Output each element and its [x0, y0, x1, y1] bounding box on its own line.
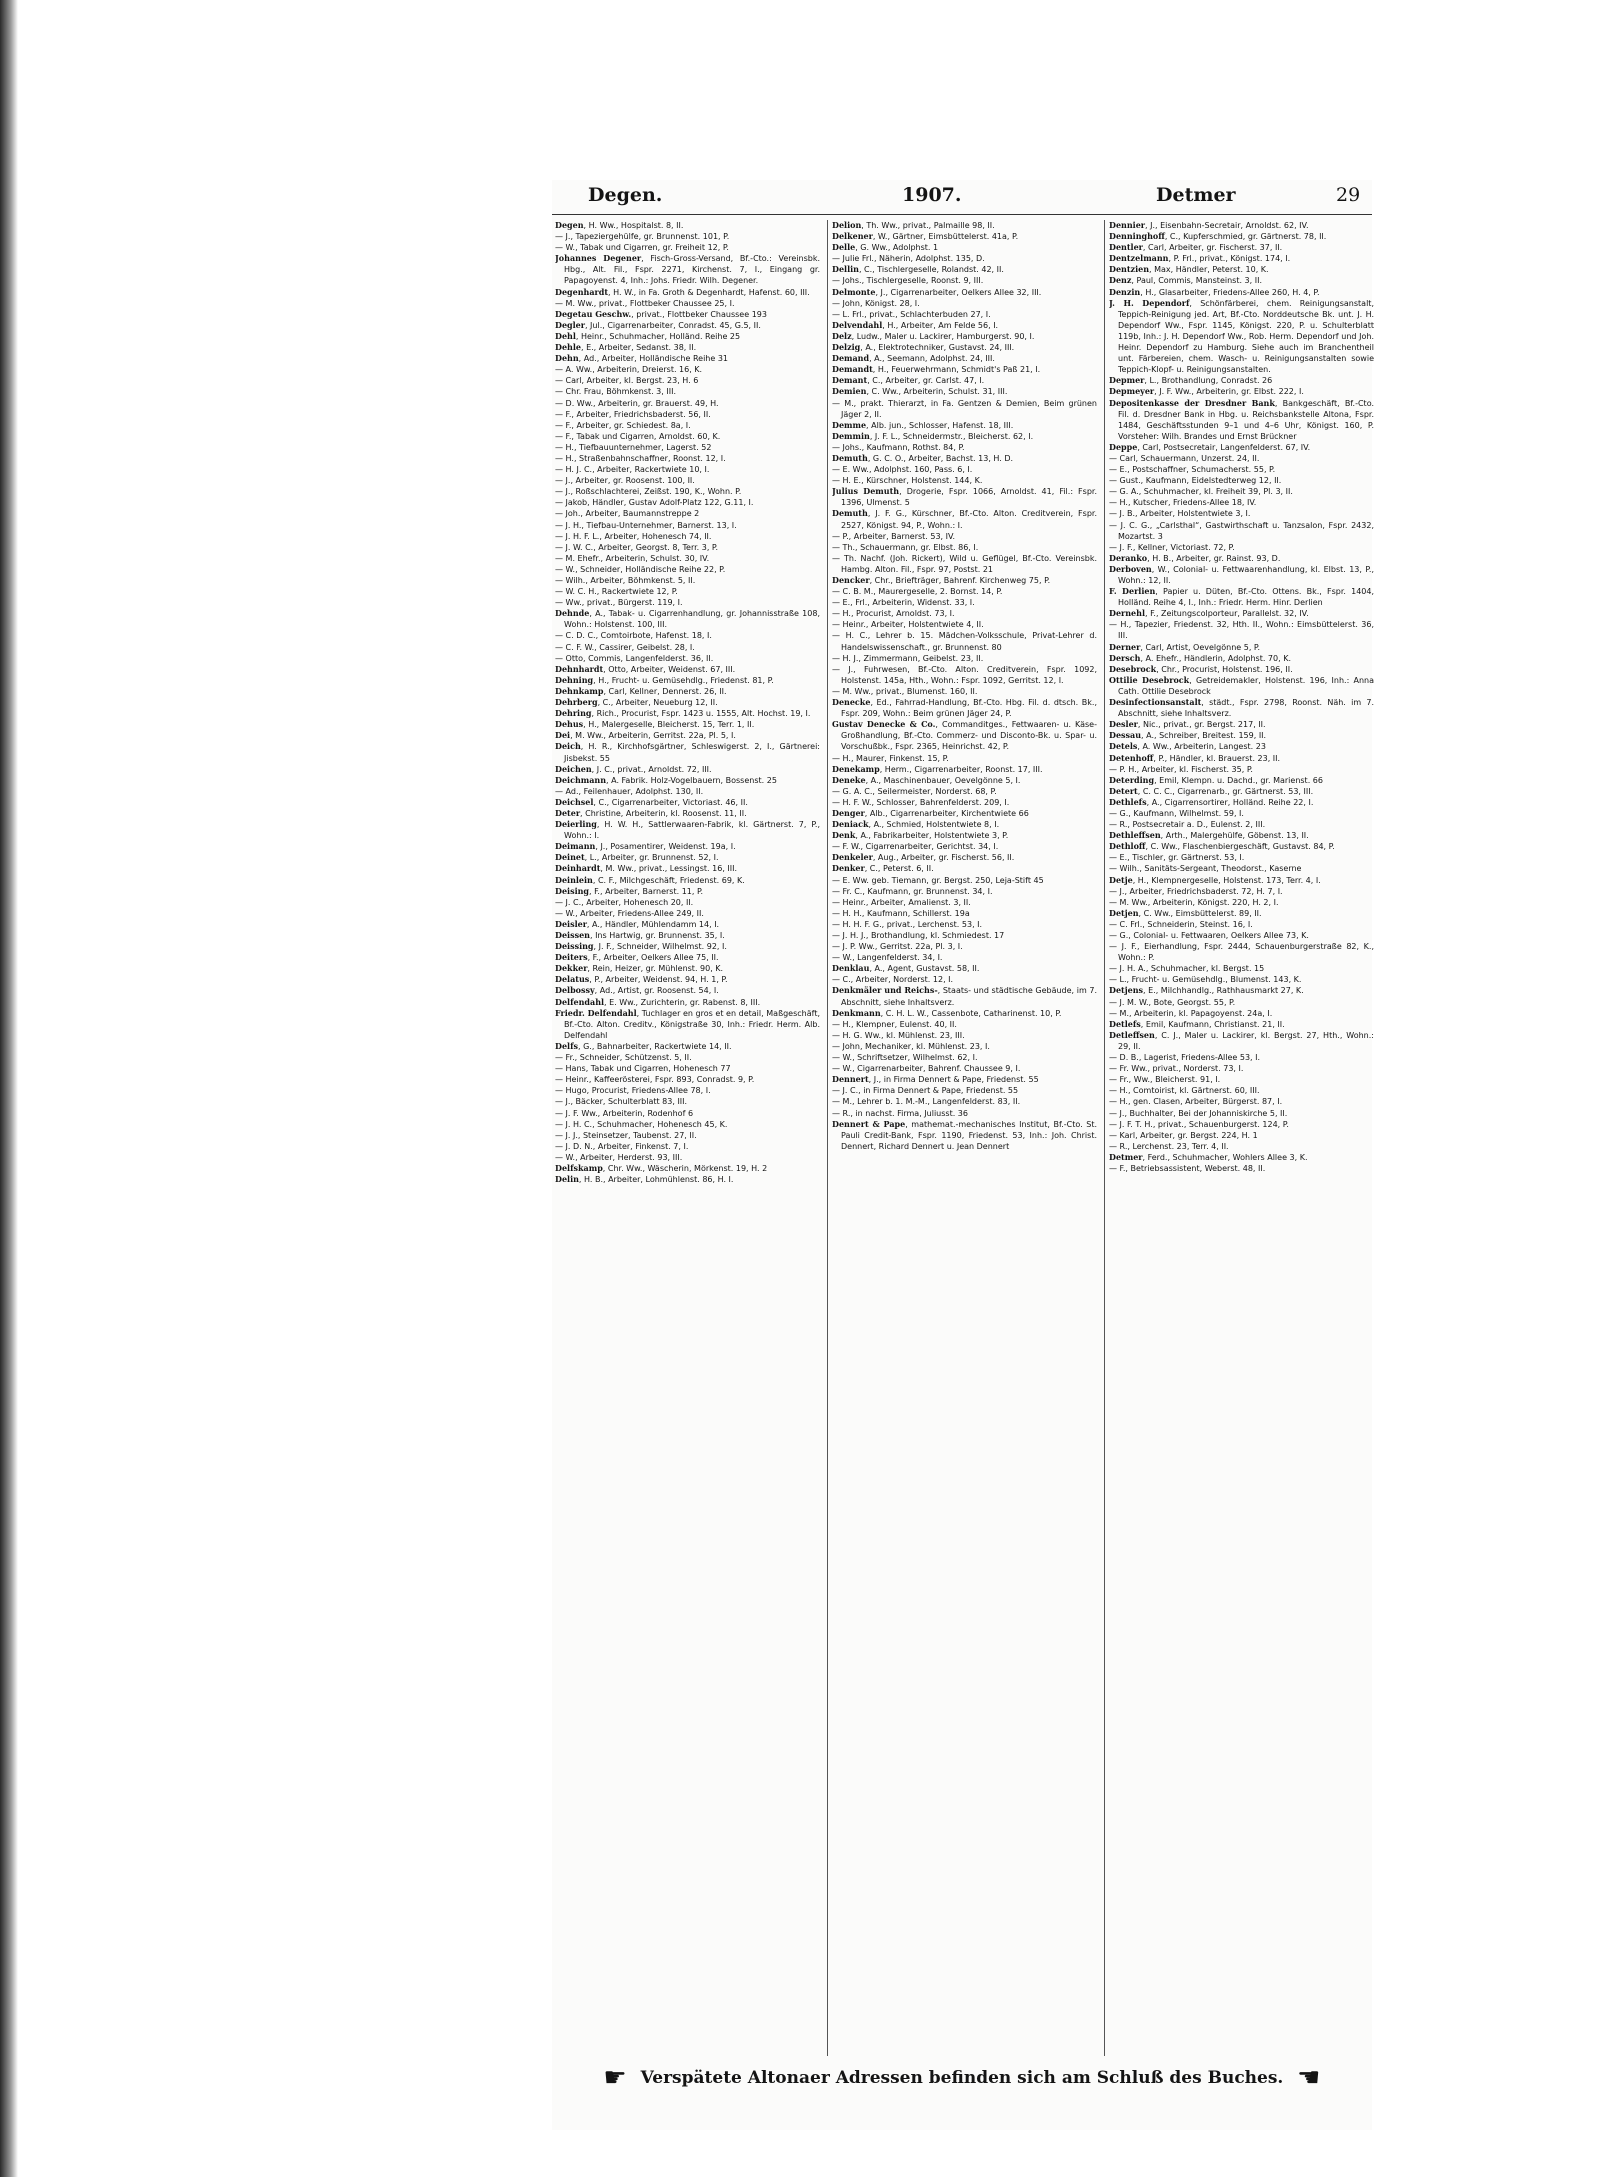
directory-entry: — Hans, Tabak und Cigarren, Hohenesch 77 [555, 1064, 731, 1074]
directory-entry: — John, Königst. 28, I. [832, 298, 920, 308]
directory-entry: — J. P. Ww., Gerritst. 22a, Pl. 3, I. [832, 942, 963, 952]
directory-entry: — J. F., Eierhandlung, Fspr. 2444, Schauenburgerstraße 82, K., Wohn.: P. [1109, 942, 1374, 963]
directory-entry: Detlefs, Emil, Kaufmann, Christianst. 21, II. [1109, 1018, 1285, 1029]
directory-entry: — J. D. N., Arbeiter, Finkenst. 7, I. [555, 1141, 689, 1151]
directory-entry: Degler, Jul., Cigarrenarbeiter, Conradst. 45, G.5, II. [555, 319, 761, 330]
directory-entry: Demand, A., Seemann, Adolphst. 24, III. [832, 353, 995, 364]
directory-entry: — Fr. C., Kaufmann, gr. Brunnenst. 34, I. [832, 886, 993, 896]
directory-entry: — C. F. W., Cassirer, Geibelst. 28, I. [555, 642, 695, 652]
directory-entry: — J., Buchhalter, Bei der Johanniskirche 5, II. [1109, 1108, 1288, 1118]
directory-entry: Delbossy, Ad., Artist, gr. Roosenst. 54, I. [555, 985, 719, 996]
directory-entry: Dehning, H., Frucht- u. Gemüsehdlg., Friedenst. 81, P. [555, 674, 774, 685]
directory-entry: Depmer, L., Brothandlung, Conradst. 26 [1109, 375, 1273, 386]
directory-entry: — E. Ww., Adolphst. 160, Pass. 6, I. [832, 465, 973, 475]
directory-entry: — E., Tischler, gr. Gärtnerst. 53, I. [1109, 853, 1245, 863]
directory-entry: — M. Ww., privat., Blumenst. 160, II. [832, 686, 978, 696]
directory-entry: Deising, F., Arbeiter, Barnerst. 11, P. [555, 885, 704, 896]
directory-entry: Dellin, C., Tischlergeselle, Rolandst. 42, II. [832, 264, 1004, 275]
directory-entry: Delle, G. Ww., Adolphst. 1 [832, 242, 939, 253]
directory-entry: — J., Tapeziergehülfe, gr. Brunnenst. 101, P. [555, 232, 730, 242]
directory-entry: Deneke, A., Maschinenbauer, Oevelgönne 5, I. [832, 774, 1021, 785]
directory-entry: Detje, H., Klempnergeselle, Holstenst. 173, Terr. 4, I. [1109, 874, 1321, 885]
directory-entry: — J. H., Tiefbau-Unternehmer, Barnerst. 13, I. [555, 520, 737, 530]
directory-entry: — Heinr., Kaffeerösterei, Fspr. 893, Conradst. 9, P. [555, 1075, 755, 1085]
directory-entry: Deisler, A., Händler, Mühlendamm 14, I. [555, 918, 720, 929]
directory-entry: — J. H. C., Schuhmacher, Hohenesch 45, K. [555, 1119, 728, 1129]
directory-entry: Denekamp, Herm., Cigarrenarbeiter, Roonst. 17, III. [832, 763, 1043, 774]
directory-entry: — Johs., Kaufmann, Rothst. 84, P. [832, 442, 965, 452]
directory-entry: — J. W. C., Arbeiter, Georgst. 8, Terr. 3, P. [555, 542, 719, 552]
column-3 [1109, 220, 1374, 2056]
directory-entry: — H., Tiefbauunternehmer, Lagerst. 52 [555, 442, 712, 452]
directory-entry: Delfs, G., Bahnarbeiter, Rackertwiete 14, II. [555, 1040, 732, 1051]
page-header [552, 180, 1372, 212]
directory-entry: Friedr. Delfendahl, Tuchlager en gros et en detail, Maßgeschäft, Bf.-Cto. Alton. Creditv., Königstraße 30, Inh.: Friedr. Herm. Alb. Delfendahl [555, 1007, 820, 1040]
directory-entry: Deich, H. R., Kirchhofsgärtner, Schleswigerst. 2, I., Gärtnerei: Jisbekst. 55 [555, 741, 820, 763]
directory-entry: Denker, C., Peterst. 6, II. [832, 863, 934, 874]
directory-entry: — John, Mechaniker, kl. Mühlenst. 23, I. [832, 1041, 990, 1051]
directory-entry: — D. Ww., Arbeiterin, gr. Brauerst. 49, H. [555, 398, 719, 408]
directory-entry: Detenhoff, P., Händler, kl. Brauerst. 23, II. [1109, 752, 1281, 763]
directory-entry: Detjen, C. Ww., Eimsbüttelerst. 89, II. [1109, 907, 1262, 918]
directory-entry: — J. F., Kellner, Victoriast. 72, P. [1109, 542, 1235, 552]
directory-entry: Deniack, A., Schmied, Holstentwiete 8, I. [832, 819, 1000, 830]
directory-entry: Dehus, H., Malergeselle, Bleicherst. 15, Terr. 1, II. [555, 719, 755, 730]
directory-entry: Dentzien, Max, Händler, Peterst. 10, K. [1109, 264, 1269, 275]
directory-entry: — J., Bäcker, Schulterblatt 83, III. [555, 1097, 688, 1107]
footer-text: Verspätete Altonaer Adressen befinden sich am Schluß des Buches. [640, 2068, 1284, 2088]
directory-entry: — W., Langenfelderst. 34, I. [832, 953, 943, 963]
directory-entry: Degetau Geschw., privat., Flottbeker Chaussee 193 [555, 308, 767, 319]
directory-entry: Deierling, H. W. H., Sattlerwaaren-Fabrik, kl. Gärtnerst. 7, P., Wohn.: I. [555, 819, 820, 841]
directory-entry: — J. B., Arbeiter, Holstentwiete 3, I. [1109, 509, 1251, 519]
directory-entry: — W., Arbeiter, Friedens-Allee 249, II. [555, 908, 704, 918]
directory-entry: Delz, Ludw., Maler u. Lackirer, Hamburgerst. 90, I. [832, 330, 1035, 341]
directory-entry: — H., Klempner, Eulenst. 40, II. [832, 1019, 957, 1029]
directory-entry: Dethleffsen, Arth., Malergehülfe, Göbenst. 13, II. [1109, 830, 1309, 841]
directory-entry: Dennert & Pape, mathemat.-mechanisches Institut, Bf.-Cto. St. Pauli Credit-Bank, Fspr. 1190, Friedenst. 53, Inh.: Joh. Christ. Dennert, Richard Dennert u. Jean Dennert [832, 1118, 1097, 1151]
directory-entry: Dehnkamp, Carl, Kellner, Dennerst. 26, II. [555, 685, 727, 696]
directory-entry: — J. F. T. H., privat., Schauenburgerst. 124, P. [1109, 1119, 1289, 1129]
directory-entry: — Th. Nachf. (Joh. Rickert), Wild u. Geflügel, Bf.-Cto. Vereinsbk. Hambg. Alton. Fil., Fspr. 97, Postst. 21 [832, 553, 1097, 574]
directory-entry: — E. Ww. geb. Tiemann, gr. Bergst. 250, Leja-Stift 45 [832, 875, 1044, 885]
directory-entry: — E., Postschaffner, Schumacherst. 55, P. [1109, 465, 1276, 475]
directory-entry: Dei, M. Ww., Arbeiterin, Gerritst. 22a, Pl. 5, I. [555, 730, 736, 741]
directory-entry: Dencker, Chr., Briefträger, Bahrenf. Kirchenweg 75, P. [832, 575, 1051, 585]
directory-entry: — Chr. Frau, Böhmkenst. 3, III. [555, 387, 676, 397]
directory-entry: — L., Frucht- u. Gemüsehdlg., Blumenst. 143, K. [1109, 975, 1302, 985]
directory-entry: — H., Procurist, Arnoldst. 73, I. [832, 609, 955, 619]
directory-entry: — J. H. J., Brothandlung, kl. Schmiedest. 17 [832, 931, 1005, 940]
directory-entry: — J., Fuhrwesen, Bf.-Cto. Alton. Creditverein, Fspr. 1092, Holstenst. 145a, Hth., Wohn.: Fspr. 1092, Gerritst. 12, I. [832, 664, 1097, 685]
directory-entry: — H., Kutscher, Friedens-Allee 18, IV. [1109, 498, 1257, 508]
directory-entry: — P., Arbeiter, Barnerst. 53, IV. [832, 531, 955, 541]
pointing-hand-left-icon: ☛ [1297, 2063, 1321, 2093]
directory-entry: Derboven, W., Colonial- u. Fettwaarenhandlung, kl. Elbst. 13, P., Wohn.: 12, II. [1109, 563, 1374, 585]
directory-entry: — W., Cigarrenarbeiter, Bahrenf. Chaussee 9, I. [832, 1064, 1021, 1074]
directory-entry: — Johs., Tischlergeselle, Roonst. 9, III. [832, 276, 984, 286]
directory-entry: — H., Comtoirist, kl. Gärtnerst. 60, III. [1109, 1086, 1260, 1096]
directory-entry: — J. H. F. L., Arbeiter, Hohenesch 74, II. [555, 531, 712, 541]
page-number: 29 [1336, 184, 1361, 206]
directory-entry: — M. Ww., Arbeiterin, Königst. 220, H. 2, I. [1109, 897, 1279, 907]
header-year: 1907. [902, 184, 962, 206]
directory-entry: Demmin, J. F. L., Schneidermstr., Bleicherst. 62, I. [832, 430, 1034, 441]
directory-entry: — W., Schriftsetzer, Wilhelmst. 62, I. [832, 1053, 978, 1063]
directory-entry: — R., Postsecretair a. D., Eulenst. 2, III. [1109, 820, 1266, 830]
directory-entry: Degenhardt, H. W., in Fa. Groth & Degenhardt, Hafenst. 60, III. [555, 286, 810, 297]
directory-entry: Denzin, H., Glasarbeiter, Friedens-Allee 260, H. 4, P. [1109, 286, 1320, 297]
directory-entry: — M., prakt. Thierarzt, in Fa. Gentzen & Demien, Beim grünen Jäger 2, II. [832, 398, 1097, 419]
directory-entry: Demant, C., Arbeiter, gr. Carlst. 47, I. [832, 375, 985, 386]
directory-page [552, 180, 1372, 2130]
directory-entry: Detleffsen, C. J., Maler u. Lackirer, kl. Bergst. 27, Hth., Wohn.: 29, II. [1109, 1029, 1374, 1051]
directory-entry: — J., Arbeiter, gr. Roosenst. 100, II. [555, 476, 695, 486]
directory-entry: — Hugo, Procurist, Friedens-Allee 78, I. [555, 1086, 711, 1096]
directory-entry: — H. F. W., Schlosser, Bahrenfelderst. 209, I. [832, 797, 1010, 807]
directory-entry: — Wilh., Arbeiter, Böhmkenst. 5, II. [555, 576, 696, 585]
directory-entry: Derner, Carl, Artist, Oevelgönne 5, P. [1109, 641, 1261, 652]
header-right-catchword: Detmer [1156, 184, 1236, 206]
column-2 [832, 220, 1097, 2056]
directory-entry: Denkeler, Aug., Arbeiter, gr. Fischerst. 56, II. [832, 852, 1015, 863]
directory-entry: Ottilie Desebrock, Getreidemakler, Holstenst. 196, Inh.: Anna Cath. Ottilie Desebrock [1109, 674, 1374, 696]
directory-entry: — Ww., privat., Bürgerst. 119, I. [555, 598, 683, 608]
directory-entry: Denecke, Ed., Fahrrad-Handlung, Bf.-Cto. Hbg. Fil. d. dtsch. Bk., Fspr. 209, Wohn.: Beim grünen Jäger 24, P. [832, 697, 1097, 719]
directory-entry: Delion, Th. Ww., privat., Palmaille 98, II. [832, 220, 995, 230]
directory-entry: Dekker, Rein, Heizer, gr. Mühlenst. 90, K. [555, 963, 724, 974]
directory-entry: — R., Lerchenst. 23, Terr. 4, II. [1109, 1141, 1229, 1151]
directory-entry: Detjens, E., Milchhandlg., Rathhausmarkt 27, K. [1109, 985, 1304, 996]
directory-entry: — Fr. Ww., privat., Norderst. 73, I. [1109, 1064, 1244, 1074]
directory-entry: Dehrberg, C., Arbeiter, Neueburg 12, II. [555, 697, 718, 708]
directory-entry: Julius Demuth, Drogerie, Fspr. 1066, Arnoldst. 41, Fil.: Fspr. 1396, Ulmenst. 5 [832, 486, 1097, 508]
directory-entry: Deissen, Ins Hartwig, gr. Brunnenst. 35, I. [555, 930, 725, 940]
directory-entry: — Julie Frl., Näherin, Adolphst. 135, D. [832, 254, 985, 264]
directory-entry: Dessau, A., Schreiber, Breitest. 159, II. [1109, 730, 1267, 741]
directory-entry: Deimann, J., Posamentirer, Weidenst. 19a, I. [555, 841, 736, 852]
directory-entry: Deinet, L., Arbeiter, gr. Brunnenst. 52, I. [555, 852, 719, 863]
directory-entry: — G., Kaufmann, Wilhelmst. 59, I. [1109, 808, 1244, 818]
directory-entry: Deichen, J. C., privat., Arnoldst. 72, III. [555, 763, 712, 774]
directory-entry: Deiters, F., Arbeiter, Oelkers Allee 75, II. [555, 952, 719, 963]
directory-entry: Delzig, A., Elektrotechniker, Gustavst. 24, III. [832, 342, 1015, 353]
directory-entry: Delmonte, J., Cigarrenarbeiter, Oelkers Allee 32, III. [832, 286, 1042, 297]
directory-entry: — Otto, Commis, Langenfelderst. 36, II. [555, 653, 714, 663]
directory-entry: Dehring, Rich., Procurist, Fspr. 1423 u. 1555, Alt. Hochst. 19, I. [555, 708, 811, 719]
directory-entry: — J. C., in Firma Dennert & Pape, Friedenst. 55 [832, 1086, 1019, 1096]
directory-entry: Deissing, J. F., Schneider, Wilhelmst. 92, I. [555, 941, 727, 952]
directory-entry: Denklau, A., Agent, Gustavst. 58, II. [832, 963, 980, 974]
directory-entry: Delvendahl, H., Arbeiter, Am Felde 56, I. [832, 319, 999, 330]
directory-entry: Deranko, H. B., Arbeiter, gr. Rainst. 93, D. [1109, 552, 1281, 563]
directory-entry: — J. J., Steinsetzer, Taubenst. 27, II. [555, 1130, 697, 1140]
directory-entry: — Gust., Kaufmann, Eidelstedterweg 12, II. [1109, 476, 1282, 486]
directory-entry: — H., Straßenbahnschaffner, Roonst. 12, I. [555, 453, 726, 463]
directory-entry: Gustav Denecke & Co., Commanditges., Fettwaaren- u. Käse-Großhandlung, Bf.-Cto. Commerz- und Disconto-Bk. u. Spar- u. Vorschußbk., Fspr. 2365, Heinrichst. 42, P. [832, 719, 1097, 752]
directory-entry: Johannes Degener, Fisch-Gross-Versand, Bf.-Cto.: Vereinsbk. Hbg., Alt. Fil., Fspr. 2271, Kirchenst. 7, I., Eingang gr. Papagoyenst. 4, Inh.: Johs. Friedr. Wilh. Degener. [555, 253, 820, 286]
directory-entry: — H. E., Kürschner, Holstenst. 144, K. [832, 476, 983, 486]
directory-entry: Delkener, W., Gärtner, Eimsbüttelerst. 41a, P. [832, 231, 1019, 242]
directory-entry: — Carl, Schauermann, Unzerst. 24, II. [1109, 453, 1260, 463]
directory-entry: Deinhardt, M. Ww., privat., Lessingst. 16, III. [555, 863, 738, 874]
directory-entry: — Fr., Schneider, Schützenst. 5, II. [555, 1053, 692, 1063]
directory-entry: — H. J. C., Arbeiter, Rackertwiete 10, I. [555, 465, 710, 475]
directory-entry: — Carl, Arbeiter, kl. Bergst. 23, H. 6 [555, 376, 699, 386]
directory-entry: Dernehl, F., Zeitungscolporteur, Parallelst. 32, IV. [1109, 608, 1309, 619]
page-footer-notice [552, 2062, 1372, 2094]
directory-entry: — C. D. C., Comtoirbote, Hafenst. 18, I. [555, 631, 712, 641]
directory-entry: — D. B., Lagerist, Friedens-Allee 53, I. [1109, 1053, 1261, 1063]
directory-entry: Detert, C. C. C., Cigarrenarb., gr. Gärtnerst. 53, III. [1109, 785, 1314, 796]
directory-entry: — J., Roßschlachterei, Zeißst. 190, K., Wohn. P. [555, 487, 742, 497]
directory-entry: — A. Ww., Arbeiterin, Dreierst. 16, K. [555, 365, 703, 375]
directory-entry: — Heinr., Arbeiter, Holstentwiete 4, II. [832, 620, 984, 630]
directory-entry: — J. M. W., Bote, Georgst. 55, P. [1109, 997, 1236, 1007]
directory-entry: Depositenkasse der Dresdner Bank, Bankgeschäft, Bf.-Cto. Fil. d. Dresdner Bank in Hbg. u. Reichsbankstelle Altona, Fspr. 1484, Geschäftsstunden 9–1 und 4–6 Uhr, Königst. 160, P. Vorsteher: Wilh. Brandes und Ernst Brückner [1109, 397, 1374, 441]
directory-entry: Demien, C. Ww., Arbeiterin, Schulst. 31, III. [832, 386, 1008, 397]
directory-entry: — W., Schneider, Holländische Reihe 22, P. [555, 564, 726, 574]
directory-entry: — J. C. G., „Carlsthal“, Gastwirthschaft u. Tanzsalon, Fspr. 2432, Mozartst. 3 [1109, 520, 1374, 541]
column-divider [1104, 220, 1105, 2056]
directory-entry: — W. C. H., Rackertwiete 12, P. [555, 587, 678, 597]
header-rule [552, 214, 1372, 215]
directory-entry: — Jakob, Händler, Gustav Adolf-Platz 122, G.11, I. [555, 498, 754, 508]
directory-entry: Dehl, Heinr., Schuhmacher, Holländ. Reihe 25 [555, 330, 741, 341]
directory-entry: — W., Tabak und Cigarren, gr. Freiheit 12, P. [555, 243, 729, 253]
directory-entry: — H. H. F. G., privat., Lerchenst. 53, I. [832, 919, 983, 929]
directory-entry: — M. Ehefr., Arbeiterin, Schulst. 30, IV. [555, 553, 710, 563]
directory-entry: — Ad., Feilenhauer, Adolphst. 130, II. [555, 786, 704, 796]
directory-entry: — P. H., Arbeiter, kl. Fischerst. 35, P. [1109, 764, 1253, 774]
directory-entry: — H. G. Ww., kl. Mühlenst. 23, III. [832, 1030, 965, 1040]
directory-entry: Deterding, Emil, Klempn. u. Dachd., gr. Marienst. 66 [1109, 774, 1323, 785]
directory-entry: Denkmann, C. H. L. W., Cassenbote, Catharinenst. 10, P. [832, 1007, 1062, 1018]
directory-entry: Delfendahl, E. Ww., Zurichterin, gr. Rabenst. 8, III. [555, 996, 761, 1007]
directory-entry: Denz, Paul, Commis, Mansteinst. 3, II. [1109, 275, 1262, 286]
directory-entry: Demuth, J. F. G., Kürschner, Bf.-Cto. Alton. Creditverein, Fspr. 2527, Königst. 94, P., Wohn.: I. [832, 508, 1097, 530]
directory-entry: Delin, H. B., Arbeiter, Lohmühlenst. 86, H. I. [555, 1174, 734, 1185]
directory-entry: — C. B. M., Maurergeselle, 2. Bornst. 14, P. [832, 587, 1003, 597]
directory-entry: — J., Arbeiter, Friedrichsbaderst. 72, H. 7, I. [1109, 886, 1283, 896]
directory-entry: — H., Maurer, Finkenst. 15, P. [832, 753, 949, 763]
directory-entry: Deichmann, A. Fabrik. Holz-Vogelbauern, Bossenst. 25 [555, 774, 777, 785]
directory-entry: — F. W., Cigarrenarbeiter, Gerichtst. 34, I. [832, 842, 999, 852]
directory-entry: Deppe, Carl, Postsecretair, Langenfelderst. 67, IV. [1109, 441, 1311, 452]
directory-entry: Deinlein, C. F., Milchgeschäft, Friedenst. 69, K. [555, 874, 745, 885]
directory-entry: — Th., Schauermann, gr. Elbst. 86, I. [832, 542, 979, 552]
directory-entry: Dentzelmann, P. Frl., privat., Königst. 174, I. [1109, 253, 1291, 264]
directory-entry: Dehnde, A., Tabak- u. Cigarrenhandlung, gr. Johannisstraße 108, Wohn.: Holstenst. 100, III. [555, 608, 820, 630]
scan-edge-shadow [0, 0, 18, 2177]
directory-entry: Desler, Nic., privat., gr. Bergst. 217, II. [1109, 719, 1266, 730]
directory-entry: Deichsel, C., Cigarrenarbeiter, Victoriast. 46, II. [555, 796, 748, 807]
directory-entry: — H., gen. Clasen, Arbeiter, Bürgerst. 87, I. [1109, 1097, 1283, 1107]
directory-entry: Detels, A. Ww., Arbeiterin, Langest. 23 [1109, 741, 1266, 752]
directory-entry: Dehn, Ad., Arbeiter, Holländische Reihe 31 [555, 353, 729, 364]
directory-entry: — Joh., Arbeiter, Baumannstreppe 2 [555, 509, 700, 519]
directory-entry: Degen, H. Ww., Hospitalst. 8, II. [555, 220, 684, 230]
directory-entry: Denk, A., Fabrikarbeiter, Holstentwiete 3, P. [832, 830, 1009, 841]
directory-entry: — R., in nachst. Firma, Juliusst. 36 [832, 1108, 968, 1118]
directory-entry: — M., Arbeiterin, kl. Papagoyenst. 24a, I. [1109, 1008, 1273, 1018]
directory-entry: — F., Arbeiter, Friedrichsbaderst. 56, II. [555, 409, 711, 419]
directory-entry: — G., Colonial- u. Fettwaaren, Oelkers Allee 73, K. [1109, 931, 1309, 940]
directory-entry: — G. A., Schuhmacher, kl. Freiheit 39, Pl. 3, II. [1109, 487, 1293, 497]
directory-entry: Desinfectionsanstalt, städt., Fspr. 2798, Roonst. Näh. im 7. Abschnitt, siehe Inhaltsverz. [1109, 697, 1374, 719]
directory-entry: — F., Betriebsassistent, Weberst. 48, II. [1109, 1163, 1266, 1173]
directory-entry: Demuth, G. C. O., Arbeiter, Bachst. 13, H. D. [832, 452, 1014, 463]
directory-entry: — H. H., Kaufmann, Schillerst. 19a [832, 908, 970, 918]
directory-entry: — J. C., Arbeiter, Hohenesch 20, II. [555, 897, 694, 907]
directory-entry: — C. Frl., Schneiderin, Steinst. 16, I. [1109, 919, 1253, 929]
directory-entry: Denger, Alb., Cigarrenarbeiter, Kirchentwiete 66 [832, 807, 1029, 818]
directory-entry: Depmeyer, J. F. Ww., Arbeiterin, gr. Elbst. 222, I. [1109, 386, 1304, 397]
directory-entry: Detmer, Ferd., Schuhmacher, Wohlers Allee 3, K. [1109, 1151, 1308, 1162]
directory-entry: — C., Arbeiter, Norderst. 12, I. [832, 975, 954, 985]
directory-entry: — M., Lehrer b. 1. M.-M., Langenfelderst. 83, II. [832, 1097, 1021, 1107]
directory-entry: — L. Frl., privat., Schlachterbuden 27, I. [832, 309, 991, 319]
column-divider [827, 220, 828, 2056]
directory-entry: — Fr., Ww., Bleicherst. 91, I. [1109, 1075, 1221, 1085]
directory-entry: — F., Tabak und Cigarren, Arnoldst. 60, K. [555, 431, 721, 441]
directory-entry: Dehnhardt, Otto, Arbeiter, Weidenst. 67, III. [555, 663, 736, 674]
directory-entry: — Heinr., Arbeiter, Amalienst. 3, II. [832, 897, 971, 907]
directory-entry: Dennier, J., Eisenbahn-Secretair, Arnoldst. 62, IV. [1109, 220, 1309, 230]
directory-entry: Denkmäler und Reichs-, Staats- und städtische Gebäude, im 7. Abschnitt, siehe Inhaltsverz. [832, 985, 1097, 1007]
directory-entry: Deter, Christine, Arbeiterin, kl. Roosenst. 11, II. [555, 807, 747, 818]
directory-entry: — F., Arbeiter, gr. Schiedest. 8a, I. [555, 420, 691, 430]
directory-entry: Demme, Alb. jun., Schlosser, Hafenst. 18, III. [832, 419, 1014, 430]
column-1 [555, 220, 820, 2056]
directory-entry: — G. A. C., Seilermeister, Norderst. 68, P. [832, 786, 997, 796]
directory-entry: — Wilh., Sanitäts-Sergeant, Theodorst., Kaserne [1109, 864, 1302, 874]
directory-entry: Desebrock, Chr., Procurist, Holstenst. 196, II. [1109, 663, 1293, 674]
directory-entry: Dennert, J., in Firma Dennert & Pape, Friedenst. 55 [832, 1074, 1039, 1085]
directory-entry: — H. J., Zimmermann, Geibelst. 23, II. [832, 653, 984, 663]
directory-entry: — Karl, Arbeiter, gr. Bergst. 224, H. 1 [1109, 1130, 1258, 1140]
directory-entry: — J. H. A., Schuhmacher, kl. Bergst. 15 [1109, 964, 1265, 974]
directory-entry: Denninghoff, C., Kupferschmied, gr. Gärtnerst. 78, II. [1109, 231, 1327, 242]
directory-entry: F. Derlien, Papier u. Düten, Bf.-Cto. Ottens. Bk., Fspr. 1404, Holländ. Reihe 4, I., Inh.: Friedr. Herm. Hinr. Derlien [1109, 586, 1374, 608]
directory-entry: Dentler, Carl, Arbeiter, gr. Fischerst. 37, II. [1109, 242, 1283, 253]
directory-entry: Delatus, P., Arbeiter, Weidenst. 94, H. 1, P. [555, 974, 728, 985]
directory-entry: — M. Ww., privat., Flottbeker Chaussee 25, I. [555, 298, 735, 308]
directory-entry: Dersch, A. Ehefr., Händlerin, Adolphst. 70, K. [1109, 652, 1291, 663]
directory-entry: Dethlefs, A., Cigarrensortirer, Holländ. Reihe 22, I. [1109, 796, 1314, 807]
directory-entry: — H., Tapezier, Friedenst. 32, Hth. II., Wohn.: Eimsbüttelerst. 36, III. [1109, 620, 1374, 641]
directory-entry: — W., Arbeiter, Herderst. 93, III. [555, 1152, 683, 1162]
directory-entry: Dehle, E., Arbeiter, Sedanst. 38, II. [555, 342, 697, 353]
header-left-catchword: Degen. [588, 184, 663, 206]
directory-entry: Demandt, H., Feuerwehrmann, Schmidt's Paß 21, I. [832, 364, 1041, 375]
directory-entry: J. H. Dependorf, Schönfärberei, chem. Reinigungsanstalt, Teppich-Reinigung jed. Art, Bf.-Cto. Norddeutsche Bk. unt. J. H. Dependorf Ww., Fspr. 1145, Königst. 220, P. u. Schulterblatt 119b, Inh.: J. H. Dependorf Ww., Rob. Herm. Dependorf und Joh. Heinr. Dependorf zu Hamburg. Siehe auch im Branchentheil unt. Färbereien, chem. Wasch- u. Reinigungsanstalten sowie Teppich-Klopf- u. Reinigungsanstalten. [1109, 297, 1374, 375]
directory-entry: Delfskamp, Chr. Ww., Wäscherin, Mörkenst. 19, H. 2 [555, 1162, 768, 1173]
directory-entry: — E., Frl., Arbeiterin, Widenst. 33, I. [832, 598, 975, 608]
directory-entry: Dethloff, C. Ww., Flaschenbiergeschäft, Gustavst. 84, P. [1109, 841, 1335, 852]
directory-entry: — J. F. Ww., Arbeiterin, Rodenhof 6 [555, 1108, 694, 1118]
directory-entry: — H. C., Lehrer b. 15. Mädchen-Volksschule, Privat-Lehrer d. Handelswissenschaft., gr. Brunnenst. 80 [832, 631, 1097, 652]
pointing-hand-right-icon: ☛ [603, 2063, 627, 2093]
